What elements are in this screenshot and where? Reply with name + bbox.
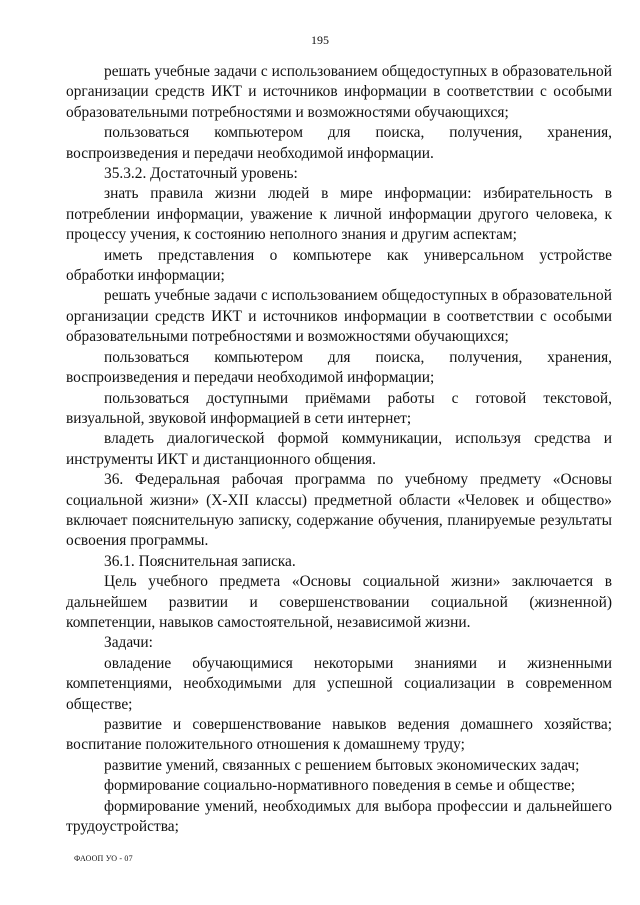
paragraph: пользоваться компьютером для поиска, получения, хранения, воспроизведения и передачи необходимой информации;: [66, 348, 612, 387]
page-number: 195: [311, 33, 329, 47]
tasks-heading: Задачи:: [104, 634, 153, 652]
paragraph: формирование социально-нормативного поведения в семье и обществе;: [104, 777, 576, 795]
paragraph: Цель учебного предмета «Основы социальной жизни» заключается в дальнейшем развитии и совершенствовании социальной (жизненной) компетенции, навыков самостоятельной, независимой жизни.: [66, 573, 612, 631]
paragraph: пользоваться доступными приёмами работы с готовой текстовой, визуальной, звуковой информацией в сети интернет;: [66, 389, 612, 427]
section-heading: 35.3.2. Достаточный уровень:: [104, 165, 298, 183]
paragraph: решать учебные задачи с использованием общедоступных в образовательной организации средств ИКТ и источников информации в соответствии с особыми образовательными потребностями и возможностями обучающихся;: [66, 63, 612, 121]
paragraph: развитие и совершенствование навыков ведения домашнего хозяйства; воспитание положительного отношения к домашнему труду;: [66, 716, 612, 754]
paragraph: формирование умений, необходимых для выбора профессии и дальнейшего трудоустройства;: [66, 797, 612, 836]
paragraph: овладение обучающимися некоторыми знаниями и жизненными компетенциями, необходимыми для успешной социализации в современном обществе;: [66, 654, 612, 713]
paragraph: развитие умений, связанных с решением бытовых экономических задач;: [104, 756, 580, 774]
document-body: [66, 62, 612, 837]
paragraph: иметь представления о компьютере как универсальном устройстве обработки информации;: [66, 246, 612, 285]
paragraph: 36. Федеральная рабочая программа по учебному предмету «Основы социальной жизни» (X-XII классы) предметной области «Человек и общество» включает пояснительную записку, содержание обучения, планируемые результаты освоения программы.: [66, 471, 612, 550]
section-heading: 36.1. Пояснительная записка.: [104, 552, 296, 570]
paragraph: знать правила жизни людей в мире информации: избирательность в потреблении информации, уважение к личной информации другого человека, к процессу учения, к состоянию неполного знания и другим аспектам;: [66, 185, 612, 244]
footer-code: ФАООП УО - 07: [74, 854, 133, 863]
paragraph: пользоваться компьютером для поиска, получения, хранения, воспроизведения и передачи необходимой информации.: [66, 124, 612, 162]
paragraph: владеть диалогической формой коммуникации, используя средства и инструменты ИКТ и дистанционного общения.: [66, 430, 612, 468]
paragraph: решать учебные задачи с использованием общедоступных в образовательной организации средств ИКТ и источников информации в соответствии с особыми образовательными потребностями и возможностями обучающихся;: [66, 287, 612, 346]
